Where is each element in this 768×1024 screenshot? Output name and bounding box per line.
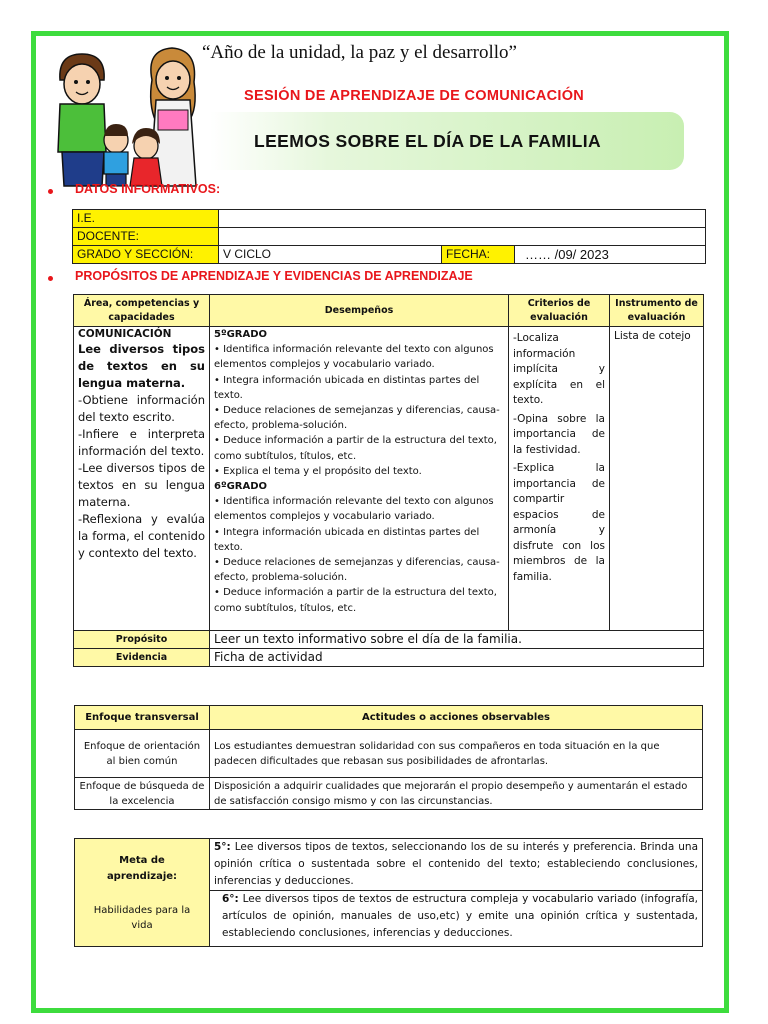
- fecha-value: …… /09/ 2023: [515, 246, 706, 264]
- grado-label: GRADO Y SECCIÓN:: [73, 246, 219, 264]
- table-row: [74, 327, 704, 631]
- desempeno-item: • Identifica información relevante del texto con algunos elementos complejos y vocabulario variado.: [214, 344, 494, 371]
- table-row: [74, 649, 704, 667]
- grade6-label: 6ºGRADO: [214, 481, 268, 493]
- bullet-icon: [48, 276, 53, 281]
- motto-text: “Año de la unidad, la paz y el desarrollo”: [202, 42, 517, 63]
- table-row: [73, 246, 706, 264]
- evidencia-label: Evidencia: [74, 649, 210, 667]
- area-name: COMUNICACIÓN: [78, 328, 172, 340]
- proposito-value: Leer un texto informativo sobre el día de la familia.: [210, 631, 704, 649]
- col-header-instrumento: Instrumento de evaluación: [610, 295, 704, 327]
- table-header-row: [75, 706, 703, 730]
- grade5-label: 5ºGRADO: [214, 329, 268, 340]
- capacity-item: -Obtiene información del texto escrito.: [78, 393, 205, 424]
- capacity-item: -Lee diversos tipos de textos en su lengua materna.: [78, 461, 205, 509]
- meta-cell: [75, 839, 210, 947]
- col-header-criterios: Criterios de evaluación: [509, 295, 610, 327]
- meta-sub: Habilidades para la vida: [93, 904, 191, 931]
- grado-value: V CICLO: [219, 246, 442, 264]
- desempenos-cell: [210, 327, 509, 631]
- table-row: [74, 631, 704, 649]
- fecha-label: FECHA:: [442, 246, 515, 264]
- enfoque-name: Enfoque de búsqueda de la excelencia: [75, 778, 210, 810]
- proposito-label: Propósito: [74, 631, 210, 649]
- desempeno-item: • Integra información ubicada en distintas partes del texto.: [214, 526, 480, 553]
- instrumento-cell: Lista de cotejo: [610, 327, 704, 631]
- desempeno-item: • Integra información ubicada en distintas partes del texto.: [214, 374, 480, 401]
- enfoque-text: Los estudiantes demuestran solidaridad con sus compañeros en toda situación en la que padecen dificultades que rebasan sus posibilidades de afrontarlas.: [210, 730, 703, 778]
- ie-value: [219, 210, 706, 228]
- desempeno-item: • Explica el tema y el propósito del texto.: [214, 465, 422, 477]
- grade5-meta-text: Lee diversos tipos de textos, seleccionando los de su interés y preferencia. Brinda una opinión crítica o sustentada sobre el contenido del texto; estableciendo conclusiones, inferencias y deducciones.: [214, 841, 698, 887]
- propositos-table: [73, 294, 704, 667]
- col-header-area: Área, competencias y capacidades: [74, 295, 210, 327]
- criterio-item: -Localiza información implícita y explícita en el texto.: [513, 332, 605, 406]
- evidencia-value: Ficha de actividad: [210, 649, 704, 667]
- table-row: [75, 839, 703, 891]
- capacity-item: -Infiere e interpreta información del texto.: [78, 427, 205, 458]
- grade5-meta-label: 5°:: [214, 841, 231, 853]
- datos-heading: DATOS INFORMATIVOS:: [75, 182, 221, 196]
- table-row: [75, 730, 703, 778]
- session-title: SESIÓN DE APRENDIZAJE DE COMUNICACIÓN: [244, 88, 585, 104]
- table-row: [73, 228, 706, 246]
- col-header-enfoque: Enfoque transversal: [75, 706, 210, 730]
- grade6-meta-text: Lee diversos tipos de textos de estructura compleja y vocabulario variado (infografía, artículos de opinión, manuales de uso,etc) y emite una opinión crítica y sustentada, estableciendo conclusiones, inferencias y deducciones.: [222, 893, 698, 939]
- meta-table: [74, 838, 703, 947]
- capacity-item: -Reflexiona y evalúa la forma, el contenido y contexto del texto.: [78, 512, 205, 560]
- bullet-icon: [48, 189, 53, 194]
- desempeno-item: • Identifica información relevante del texto con algunos elementos complejos y vocabulario variado.: [214, 496, 494, 523]
- table-row: [75, 778, 703, 810]
- desempeno-item: • Deduce relaciones de semejanzas y diferencias, causa-efecto, problema-solución.: [214, 557, 500, 584]
- criterio-item: -Explica la importancia de compartir espacios de armonía y disfrute con los miembros de la familia.: [513, 462, 605, 583]
- table-header-row: [74, 295, 704, 327]
- grade6-meta-label: 6°:: [222, 893, 239, 905]
- meta-grade5: [210, 839, 703, 891]
- criterios-cell: [509, 327, 610, 631]
- col-header-actitudes: Actitudes o acciones observables: [210, 706, 703, 730]
- docente-value: [219, 228, 706, 246]
- col-header-desempenos: Desempeños: [210, 295, 509, 327]
- meta-label: Meta de aprendizaje:: [106, 854, 178, 882]
- table-row: [73, 210, 706, 228]
- enfoque-name: Enfoque de orientación al bien común: [75, 730, 210, 778]
- area-competence: Lee diversos tipos de textos en su lengua materna.: [78, 342, 205, 390]
- desempeno-item: • Deduce información a partir de la estructura del texto, como subtítulos, títulos, etc.: [214, 587, 497, 614]
- datos-table: [72, 209, 706, 264]
- enfoque-text: Disposición a adquirir cualidades que mejorarán el propio desempeño y aumentarán el estado de satisfacción consigo mismo y con las circunstancias.: [210, 778, 703, 810]
- enfoques-table: [74, 705, 703, 810]
- lesson-title: LEEMOS SOBRE EL DÍA DE LA FAMILIA: [254, 131, 602, 151]
- family-illustration: [48, 40, 208, 190]
- area-cell: [74, 327, 210, 631]
- desempeno-item: • Deduce información a partir de la estructura del texto, como subtítulos, títulos, etc.: [214, 435, 497, 462]
- ie-label: I.E.: [73, 210, 219, 228]
- propositos-heading: PROPÓSITOS DE APRENDIZAJE Y EVIDENCIAS DE APRENDIZAJE: [75, 269, 473, 283]
- docente-label: DOCENTE:: [73, 228, 219, 246]
- meta-grade6: [210, 891, 703, 947]
- criterio-item: -Opina sobre la importancia de la festividad.: [513, 412, 605, 456]
- desempeno-item: • Deduce relaciones de semejanzas y diferencias, causa-efecto, problema-solución.: [214, 405, 500, 432]
